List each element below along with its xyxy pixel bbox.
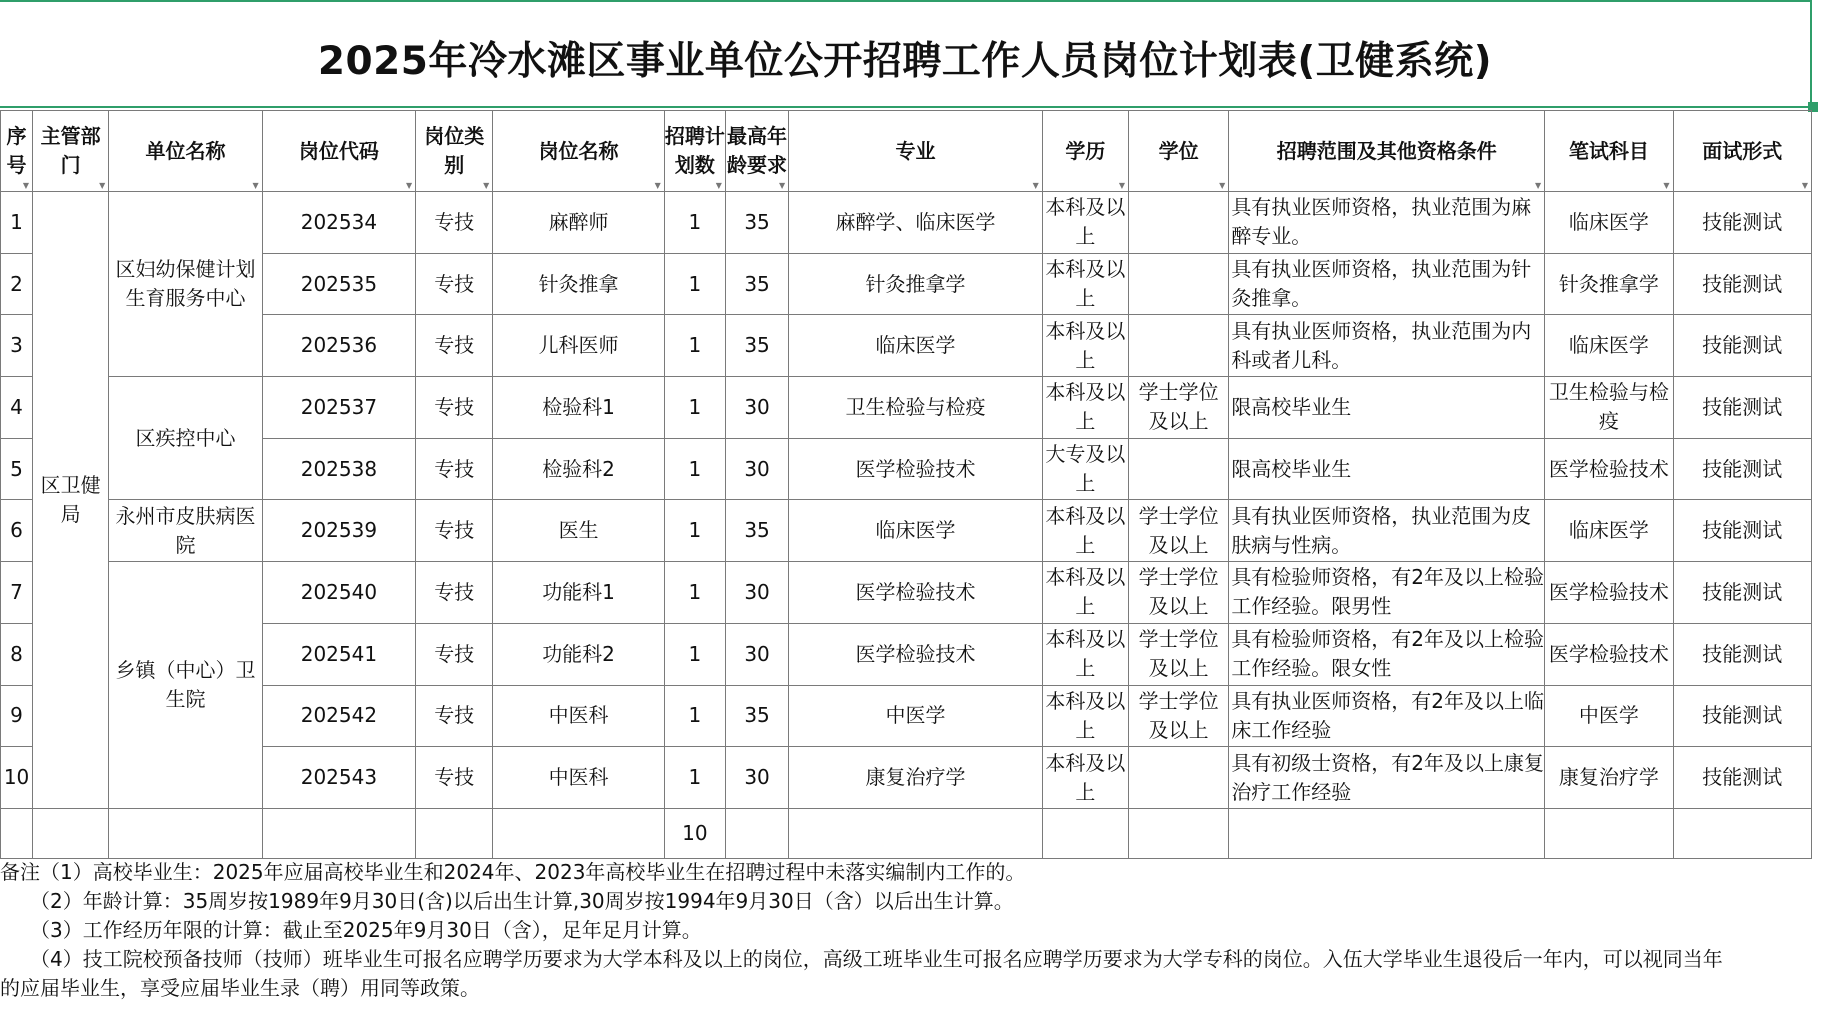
- header-scope[interactable]: 招聘范围及其他资格条件 ▼: [1229, 111, 1545, 192]
- cell-seq[interactable]: 8: [1, 623, 33, 685]
- cell-major[interactable]: 卫生检验与检疫: [789, 377, 1043, 439]
- table-row: [1, 500, 1812, 562]
- cell-empty[interactable]: [416, 808, 493, 858]
- cell-plan[interactable]: 1: [664, 315, 725, 377]
- header-interview[interactable]: 面试形式 ▼: [1673, 111, 1811, 192]
- cell-post[interactable]: 检验科1: [493, 377, 664, 439]
- cell-plan[interactable]: 1: [664, 747, 725, 809]
- cell-empty[interactable]: [1229, 808, 1545, 858]
- cell-code[interactable]: 202536: [262, 315, 415, 377]
- cell-unit-3[interactable]: 永州市皮肤病医院: [109, 500, 262, 562]
- notes-section: [0, 858, 1820, 1003]
- cell-scope[interactable]: 具有检验师资格，有2年及以上检验工作经验。限男性: [1229, 562, 1545, 624]
- cell-interview[interactable]: 技能测试: [1673, 747, 1811, 809]
- cell-scope[interactable]: 具有执业医师资格，执业范围为麻醉专业。: [1229, 192, 1545, 254]
- cell-empty[interactable]: [1545, 808, 1673, 858]
- cell-seq[interactable]: 6: [1, 500, 33, 562]
- cell-code[interactable]: 202535: [262, 253, 415, 315]
- cell-type[interactable]: 专技: [416, 500, 493, 562]
- cell-exam[interactable]: 临床医学: [1545, 315, 1673, 377]
- cell-code[interactable]: 202537: [262, 377, 415, 439]
- cell-code[interactable]: 202541: [262, 623, 415, 685]
- cell-exam[interactable]: 临床医学: [1545, 192, 1673, 254]
- table-row: [1, 747, 1812, 809]
- cell-post[interactable]: 医生: [493, 500, 664, 562]
- cell-unit-4[interactable]: 乡镇（中心）卫生院: [109, 562, 262, 809]
- cell-code[interactable]: 202542: [262, 685, 415, 747]
- cell-exam[interactable]: 医学检验技术: [1545, 623, 1673, 685]
- cell-empty[interactable]: [1042, 808, 1128, 858]
- cell-degree[interactable]: [1129, 253, 1229, 315]
- table-row: [1, 377, 1812, 439]
- cell-degree[interactable]: [1129, 192, 1229, 254]
- header-code[interactable]: 岗位代码 ▼: [262, 111, 415, 192]
- table-row: [1, 685, 1812, 747]
- header-major[interactable]: 专业 ▼: [789, 111, 1043, 192]
- cell-scope[interactable]: 限高校毕业生: [1229, 377, 1545, 439]
- cell-major[interactable]: 临床医学: [789, 500, 1043, 562]
- cell-code[interactable]: 202534: [262, 192, 415, 254]
- cell-type[interactable]: 专技: [416, 747, 493, 809]
- cell-age[interactable]: 30: [725, 377, 788, 439]
- cell-plan[interactable]: 1: [664, 562, 725, 624]
- cell-empty[interactable]: [725, 808, 788, 858]
- cell-seq[interactable]: 10: [1, 747, 33, 809]
- cell-age[interactable]: 35: [725, 685, 788, 747]
- cell-age[interactable]: 30: [725, 438, 788, 500]
- cell-major[interactable]: 康复治疗学: [789, 747, 1043, 809]
- header-row: [1, 111, 1812, 192]
- cell-code[interactable]: 202539: [262, 500, 415, 562]
- cell-type[interactable]: 专技: [416, 315, 493, 377]
- cell-interview[interactable]: 技能测试: [1673, 377, 1811, 439]
- cell-scope[interactable]: 具有执业医师资格，执业范围为针灸推拿。: [1229, 253, 1545, 315]
- header-plan[interactable]: 招聘计划数 ▼: [664, 111, 725, 192]
- table-row: [1, 192, 1812, 254]
- cell-empty[interactable]: [109, 808, 262, 858]
- cell-edu[interactable]: 本科及以上: [1042, 747, 1128, 809]
- cell-major[interactable]: 中医学: [789, 685, 1043, 747]
- header-age[interactable]: 最高年龄要求 ▼: [725, 111, 788, 192]
- title-area: [0, 0, 1812, 108]
- cell-plan[interactable]: 1: [664, 438, 725, 500]
- page-title: 2025年冷水滩区事业单位公开招聘工作人员岗位计划表(卫健系统): [317, 39, 1493, 84]
- cell-interview[interactable]: 技能测试: [1673, 562, 1811, 624]
- header-seq[interactable]: 序号 ▼: [1, 111, 33, 192]
- cell-type[interactable]: 专技: [416, 438, 493, 500]
- note-line: （4）技工院校预备技师（技师）班毕业生可报名应聘学历要求为大学本科及以上的岗位，高级工班毕业生可报名应聘学历要求为大学专科的岗位。入伍大学毕业生退役后一年内，可以视同当年: [30, 947, 1723, 971]
- cell-degree[interactable]: 学士学位及以上: [1129, 623, 1229, 685]
- cell-post[interactable]: 麻醉师: [493, 192, 664, 254]
- note-line: 备注（1）高校毕业生：2025年应届高校毕业生和2024年、2023年高校毕业生在招聘过程中未落实编制内工作的。: [0, 860, 1026, 884]
- cell-age[interactable]: 35: [725, 192, 788, 254]
- table-row: [1, 438, 1812, 500]
- cell-code[interactable]: 202538: [262, 438, 415, 500]
- cell-code[interactable]: 202543: [262, 747, 415, 809]
- cell-exam[interactable]: 医学检验技术: [1545, 562, 1673, 624]
- cell-exam[interactable]: 针灸推拿学: [1545, 253, 1673, 315]
- note-line: 的应届毕业生，享受应届毕业生录（聘）用同等政策。: [0, 976, 480, 1000]
- cell-degree[interactable]: 学士学位及以上: [1129, 377, 1229, 439]
- cell-age[interactable]: 30: [725, 747, 788, 809]
- cell-edu[interactable]: 本科及以上: [1042, 253, 1128, 315]
- header-exam[interactable]: 笔试科目 ▼: [1545, 111, 1673, 192]
- cell-post[interactable]: 功能科1: [493, 562, 664, 624]
- cell-edu[interactable]: 本科及以上: [1042, 377, 1128, 439]
- cell-post[interactable]: 功能科2: [493, 623, 664, 685]
- cell-major[interactable]: 针灸推拿学: [789, 253, 1043, 315]
- cell-interview[interactable]: 技能测试: [1673, 438, 1811, 500]
- cell-age[interactable]: 35: [725, 315, 788, 377]
- cell-edu[interactable]: 本科及以上: [1042, 315, 1128, 377]
- cell-scope[interactable]: 具有执业医师资格，执业范围为皮肤病与性病。: [1229, 500, 1545, 562]
- cell-degree[interactable]: 学士学位及以上: [1129, 685, 1229, 747]
- cell-seq[interactable]: 5: [1, 438, 33, 500]
- cell-post[interactable]: 中医科: [493, 685, 664, 747]
- cell-age[interactable]: 35: [725, 253, 788, 315]
- header-degree[interactable]: 学位 ▼: [1129, 111, 1229, 192]
- cell-empty[interactable]: [1673, 808, 1811, 858]
- cell-degree[interactable]: [1129, 438, 1229, 500]
- cell-interview[interactable]: 技能测试: [1673, 315, 1811, 377]
- cell-edu[interactable]: 本科及以上: [1042, 685, 1128, 747]
- cell-major[interactable]: 医学检验技术: [789, 623, 1043, 685]
- cell-post[interactable]: 中医科: [493, 747, 664, 809]
- cell-empty[interactable]: [1, 808, 33, 858]
- cell-degree[interactable]: 学士学位及以上: [1129, 500, 1229, 562]
- table-row: [1, 315, 1812, 377]
- cell-unit-2[interactable]: 区疾控中心: [109, 377, 262, 500]
- position-plan-table: [0, 110, 1812, 859]
- cell-post[interactable]: 针灸推拿: [493, 253, 664, 315]
- cell-plan[interactable]: 1: [664, 623, 725, 685]
- cell-scope[interactable]: 具有执业医师资格，执业范围为内科或者儿科。: [1229, 315, 1545, 377]
- cell-degree[interactable]: [1129, 315, 1229, 377]
- cell-exam[interactable]: 康复治疗学: [1545, 747, 1673, 809]
- cell-type[interactable]: 专技: [416, 253, 493, 315]
- cell-age[interactable]: 30: [725, 623, 788, 685]
- cell-empty[interactable]: [33, 808, 109, 858]
- note-line: （2）年龄计算：35周岁按1989年9月30日(含)以后出生计算,30周岁按1994年9月30日（含）以后出生计算。: [30, 889, 1014, 913]
- table-row: [1, 562, 1812, 624]
- cell-dept[interactable]: 区卫健局: [33, 192, 109, 809]
- cell-type[interactable]: 专技: [416, 685, 493, 747]
- cell-post[interactable]: 检验科2: [493, 438, 664, 500]
- cell-interview[interactable]: 技能测试: [1673, 685, 1811, 747]
- cell-seq[interactable]: 1: [1, 192, 33, 254]
- cell-major[interactable]: 医学检验技术: [789, 562, 1043, 624]
- cell-scope[interactable]: 具有初级士资格，有2年及以上康复治疗工作经验: [1229, 747, 1545, 809]
- cell-major[interactable]: 麻醉学、临床医学: [789, 192, 1043, 254]
- note-line: （3）工作经历年限的计算：截止至2025年9月30日（含），足年足月计算。: [30, 918, 702, 942]
- header-unit[interactable]: 单位名称 ▼: [109, 111, 262, 192]
- table-row: [1, 623, 1812, 685]
- cell-interview[interactable]: 技能测试: [1673, 623, 1811, 685]
- cell-seq[interactable]: 3: [1, 315, 33, 377]
- cell-plan[interactable]: 1: [664, 500, 725, 562]
- cell-edu[interactable]: 本科及以上: [1042, 562, 1128, 624]
- header-post[interactable]: 岗位名称 ▼: [493, 111, 664, 192]
- cell-plan[interactable]: 1: [664, 192, 725, 254]
- cell-major[interactable]: 临床医学: [789, 315, 1043, 377]
- cell-seq[interactable]: 9: [1, 685, 33, 747]
- cell-plan[interactable]: 1: [664, 685, 725, 747]
- cell-seq[interactable]: 7: [1, 562, 33, 624]
- cell-exam[interactable]: 临床医学: [1545, 500, 1673, 562]
- cell-type[interactable]: 专技: [416, 623, 493, 685]
- total-row: [1, 808, 1812, 858]
- cell-degree[interactable]: [1129, 747, 1229, 809]
- cell-exam[interactable]: 医学检验技术: [1545, 438, 1673, 500]
- header-dept[interactable]: 主管部门 ▼: [33, 111, 109, 192]
- cell-total-plan[interactable]: 10: [664, 808, 725, 858]
- cell-seq[interactable]: 4: [1, 377, 33, 439]
- cell-scope[interactable]: 限高校毕业生: [1229, 438, 1545, 500]
- cell-empty[interactable]: [789, 808, 1043, 858]
- cell-scope[interactable]: 具有检验师资格，有2年及以上检验工作经验。限女性: [1229, 623, 1545, 685]
- header-edu[interactable]: 学历 ▼: [1042, 111, 1128, 192]
- cell-age[interactable]: 30: [725, 562, 788, 624]
- cell-empty[interactable]: [1129, 808, 1229, 858]
- cell-exam[interactable]: 中医学: [1545, 685, 1673, 747]
- cell-degree[interactable]: 学士学位及以上: [1129, 562, 1229, 624]
- cell-edu[interactable]: 本科及以上: [1042, 623, 1128, 685]
- table-row: [1, 253, 1812, 315]
- cell-edu[interactable]: 本科及以上: [1042, 192, 1128, 254]
- cell-code[interactable]: 202540: [262, 562, 415, 624]
- cell-interview[interactable]: 技能测试: [1673, 253, 1811, 315]
- cell-empty[interactable]: [493, 808, 664, 858]
- cell-empty[interactable]: [262, 808, 415, 858]
- cell-type[interactable]: 专技: [416, 562, 493, 624]
- title-top-border: [0, 0, 1810, 2]
- cell-edu[interactable]: 大专及以上: [1042, 438, 1128, 500]
- cell-post[interactable]: 儿科医师: [493, 315, 664, 377]
- cell-plan[interactable]: 1: [664, 377, 725, 439]
- cell-interview[interactable]: 技能测试: [1673, 192, 1811, 254]
- cell-edu[interactable]: 本科及以上: [1042, 500, 1128, 562]
- cell-scope[interactable]: 具有执业医师资格，有2年及以上临床工作经验: [1229, 685, 1545, 747]
- cell-plan[interactable]: 1: [664, 253, 725, 315]
- header-type[interactable]: 岗位类别 ▼: [416, 111, 493, 192]
- cell-major[interactable]: 医学检验技术: [789, 438, 1043, 500]
- cell-age[interactable]: 35: [725, 500, 788, 562]
- cell-exam[interactable]: 卫生检验与检疫: [1545, 377, 1673, 439]
- cell-type[interactable]: 专技: [416, 192, 493, 254]
- cell-unit-1[interactable]: 区妇幼保健计划生育服务中心: [109, 192, 262, 377]
- cell-interview[interactable]: 技能测试: [1673, 500, 1811, 562]
- cell-type[interactable]: 专技: [416, 377, 493, 439]
- cell-seq[interactable]: 2: [1, 253, 33, 315]
